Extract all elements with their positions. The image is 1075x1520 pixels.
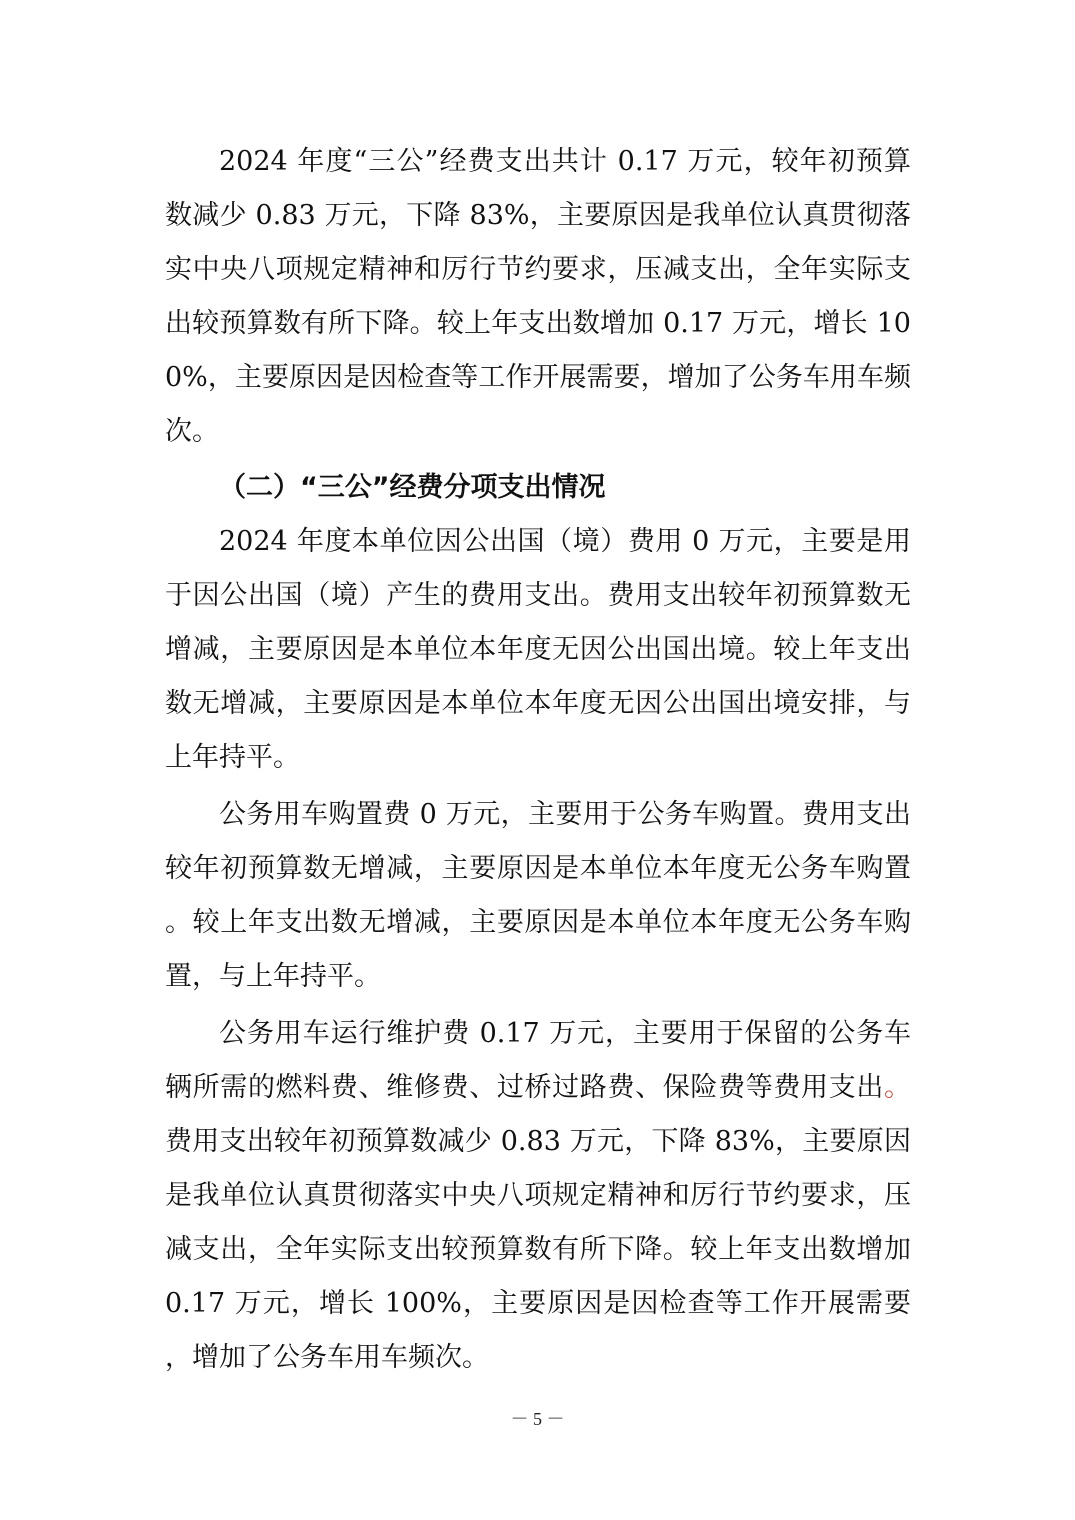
vehicle-maintenance-text-part1: 公务用车运行维护费 0.17 万元，主要用于保留的公务车辆所需的燃料费、维修费、过桥过路费、保险费等费用支出 [165,1018,911,1103]
vehicle-maintenance-text-part2: 费用支出较年初预算数减少 0.83 万元，下降 83%，主要原因是我单位认真贯彻落实中央八项规定精神和厉行节约要求，压减支出，全年实际支出较预算数有所下降。较上年支出数增加 0.17 万元，增长 100%，主要原因是因检查等工作开展需要，增加了公务车用车频次。 [165,1126,911,1373]
red-period-mark: 。 [884,1072,911,1103]
page-number: － 5 － [510,1409,565,1429]
vehicle-maintenance-paragraph [165,1007,911,1385]
section-heading: （二）“三公”经费分项支出情况 [219,472,606,503]
abroad-expense-paragraph: 2024 年度本单位因公出国（境）费用 0 万元，主要是用于因公出国（境）产生的费用支出。费用支出较年初预算数无增减，主要原因是本单位本年度无因公出国出境。较上年支出数无增减，主要原因是本单位本年度无因公出国出境安排，与上年持平。 [165,526,911,773]
document-body [165,135,911,1385]
summary-paragraph: 2024 年度“三公”经费支出共计 0.17 万元，较年初预算数减少 0.83 万元，下降 83%，主要原因是我单位认真贯彻落实中央八项规定精神和厉行节约要求，压减支出，全年实际支出较预算数有所下降。较上年支出数增加 0.17 万元，增长 100%，主要原因是因检查等工作开展需要，增加了公务车用车频次。 [165,146,911,447]
vehicle-purchase-paragraph: 公务用车购置费 0 万元，主要用于公务车购置。费用支出较年初预算数无增减，主要原因是本单位本年度无公务车购置。较上年支出数无增减，主要原因是本单位本年度无公务车购置，与上年持平。 [165,799,911,992]
